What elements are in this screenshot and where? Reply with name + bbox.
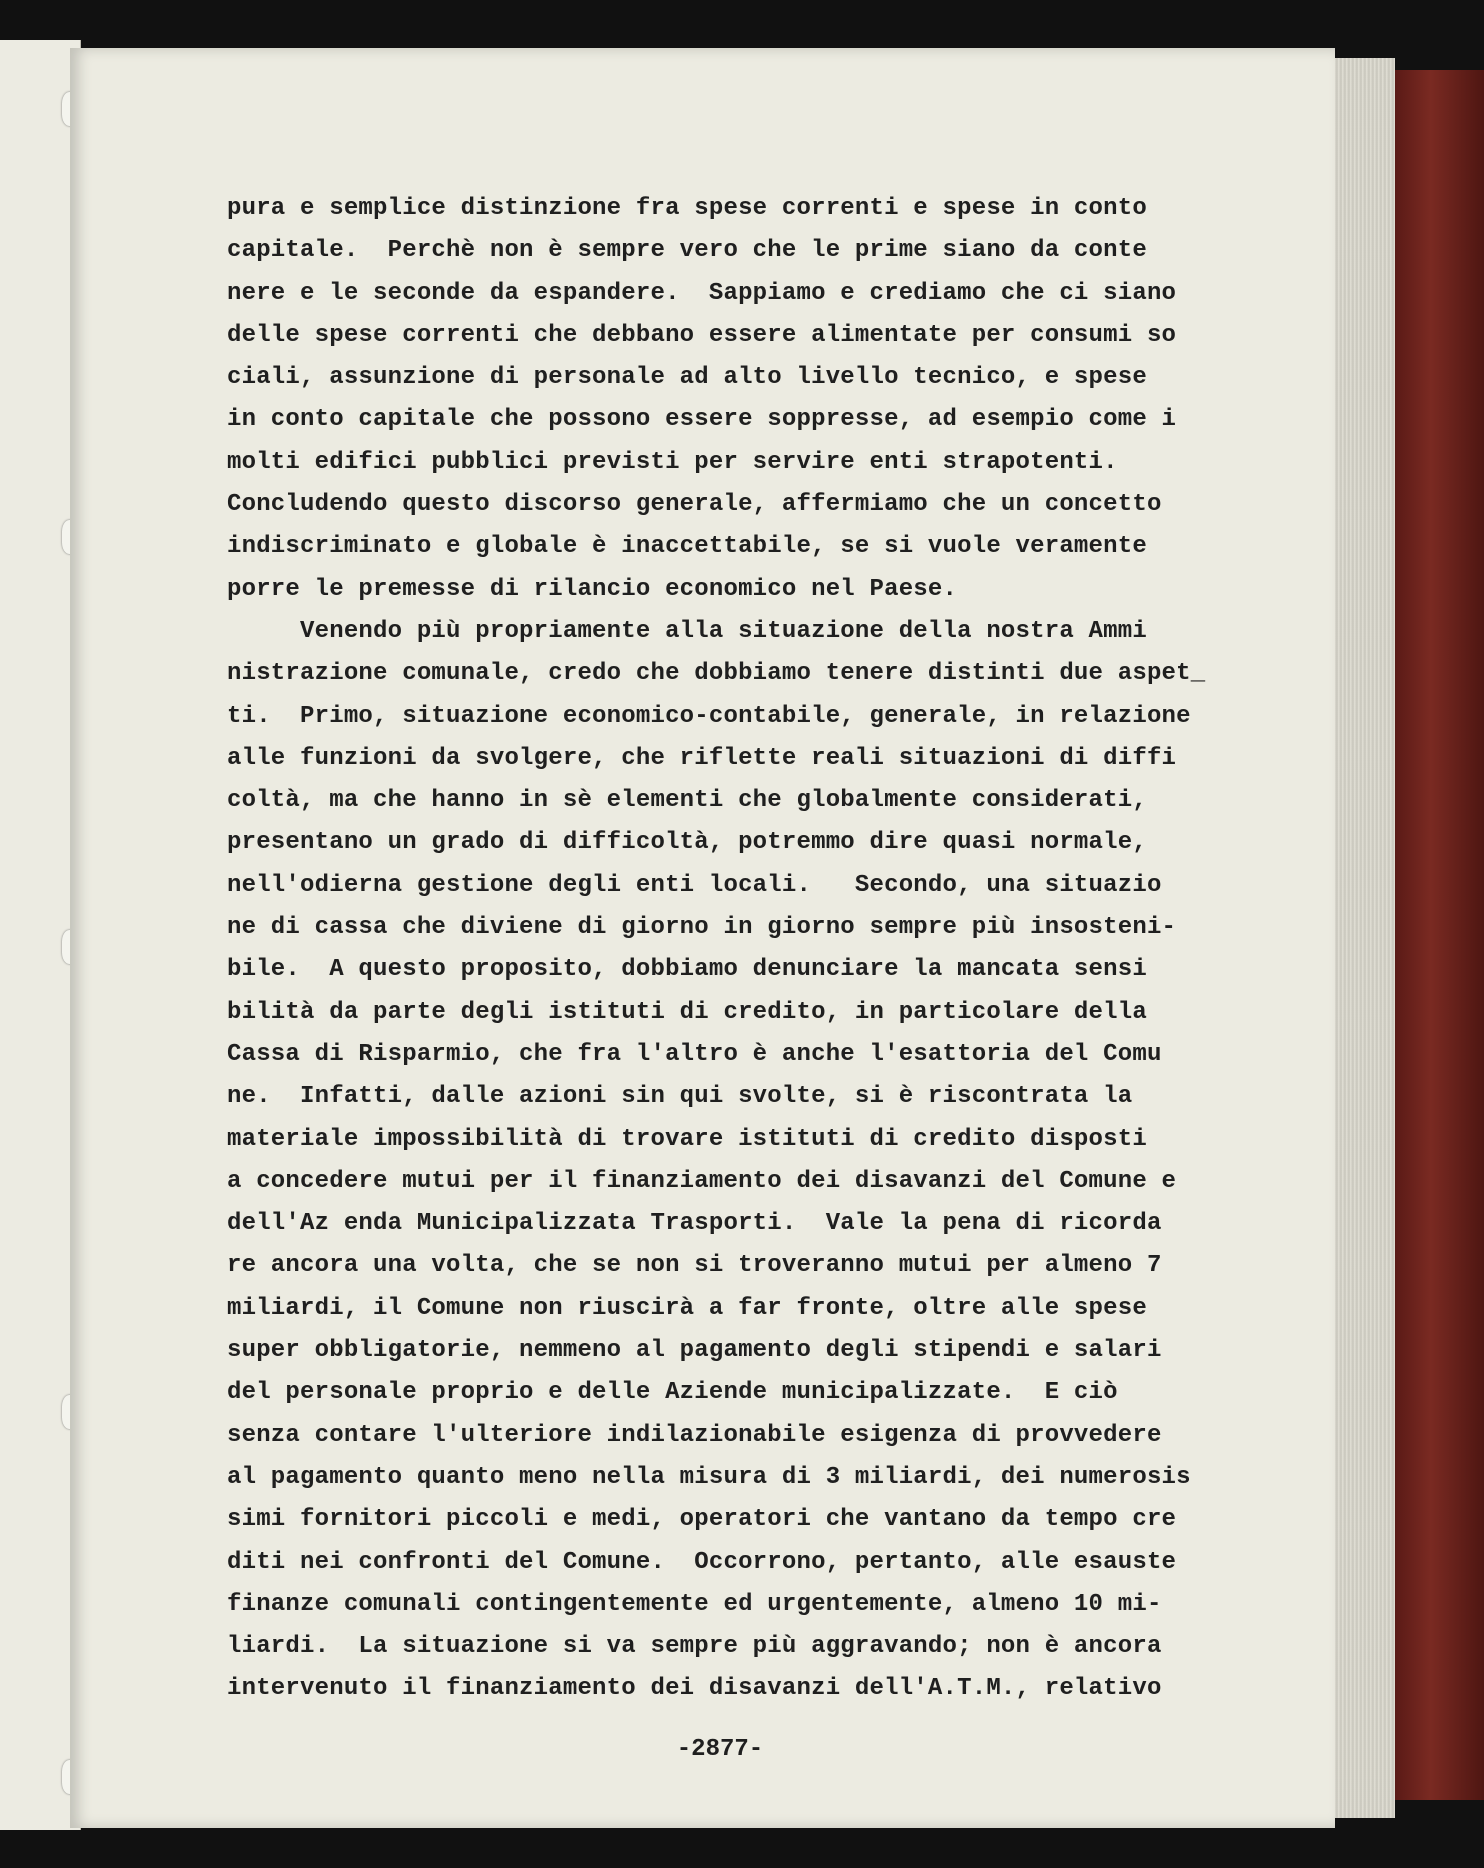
text-line: diti nei confronti del Comune. Occorrono, pertanto, alle esauste xyxy=(227,1548,1177,1576)
text-line: a concedere mutui per il finanziamento dei disavanzi del Comune e xyxy=(227,1167,1177,1195)
text-line: bile. A questo proposito, dobbiamo denunciare la mancata sensi xyxy=(227,956,1147,984)
text-line: coltà, ma che hanno in sè elementi che globalmente considerati, xyxy=(227,787,1147,815)
text-line: al pagamento quanto meno nella misura di 3 miliardi, dei numerosis xyxy=(227,1463,1191,1491)
text-line: Venendo più propriamente alla situazione della nostra Ammi xyxy=(227,617,1147,645)
text-line: pura e semplice distinzione fra spese correnti e spese in conto xyxy=(227,195,1147,222)
text-line: alle funzioni da svolgere, che riflette reali situazioni di diffi xyxy=(227,744,1177,772)
book-page-edges xyxy=(1335,58,1395,1818)
text-line: Concludendo questo discorso generale, affermiamo che un concetto xyxy=(227,491,1162,519)
text-line: Cassa di Risparmio, che fra l'altro è anche l'esattoria del Comu xyxy=(227,1040,1162,1068)
text-line: super obbligatorie, nemmeno al pagamento degli stipendi e salari xyxy=(227,1337,1162,1365)
text-line: presentano un grado di difficoltà, potremmo dire quasi normale, xyxy=(227,829,1147,857)
text-line: del personale proprio e delle Aziende municipalizzate. E ciò xyxy=(227,1379,1118,1407)
text-line: nistrazione comunale, credo che dobbiamo tenere distinti due aspet_ xyxy=(227,660,1206,688)
text-line: intervenuto il finanziamento dei disavanzi dell'A.T.M., relativo xyxy=(227,1675,1162,1703)
text-line: porre le premesse di rilancio economico nel Paese. xyxy=(227,575,958,603)
text-line: re ancora una volta, che se non si troveranno mutui per almeno 7 xyxy=(227,1252,1162,1280)
text-line: delle spese correnti che debbano essere alimentate per consumi so xyxy=(227,321,1177,349)
text-line: nere e le seconde da espandere. Sappiamo e crediamo che ci siano xyxy=(227,279,1177,307)
text-line: ne. Infatti, dalle azioni sin qui svolte, si è riscontrata la xyxy=(227,1083,1133,1111)
text-line: ne di cassa che diviene di giorno in giorno sempre più insosteni- xyxy=(227,914,1177,942)
book-cover xyxy=(1395,70,1484,1800)
text-line: in conto capitale che possono essere soppresse, ad esempio come i xyxy=(227,406,1177,434)
page-number: -2877- xyxy=(676,1736,764,1763)
text-line: molti edifici pubblici previsti per servire enti strapotenti. xyxy=(227,448,1118,476)
text-line: liardi. La situazione si va sempre più aggravando; non è ancora xyxy=(227,1633,1162,1661)
text-line: bilità da parte degli istituti di credito, in particolare della xyxy=(227,998,1147,1026)
text-line: dell'Az enda Municipalizzata Trasporti. Vale la pena di ricorda xyxy=(227,1210,1162,1238)
text-line: miliardi, il Comune non riuscirà a far fronte, oltre alle spese xyxy=(227,1294,1147,1322)
text-line: indiscriminato e globale è inaccettabile, se si vuole veramente xyxy=(227,533,1147,561)
text-line: capitale. Perchè non è sempre vero che le prime siano da conte xyxy=(227,237,1147,265)
text-line: ti. Primo, situazione economico-contabile, generale, in relazione xyxy=(227,702,1191,730)
text-line: nell'odierna gestione degli enti locali. Secondo, una situazio xyxy=(227,871,1162,899)
text-line: materiale impossibilità di trovare istituti di credito disposti xyxy=(227,1125,1147,1153)
text-line: senza contare l'ulteriore indilazionabile esigenza di provvedere xyxy=(227,1421,1162,1449)
text-line: finanze comunali contingentemente ed urgentemente, almeno 10 mi- xyxy=(227,1590,1162,1618)
text-line: ciali, assunzione di personale ad alto livello tecnico, e spese xyxy=(227,364,1147,392)
text-line: simi fornitori piccoli e medi, operatori che vantano da tempo cre xyxy=(227,1506,1177,1534)
body-text xyxy=(227,188,1206,1711)
